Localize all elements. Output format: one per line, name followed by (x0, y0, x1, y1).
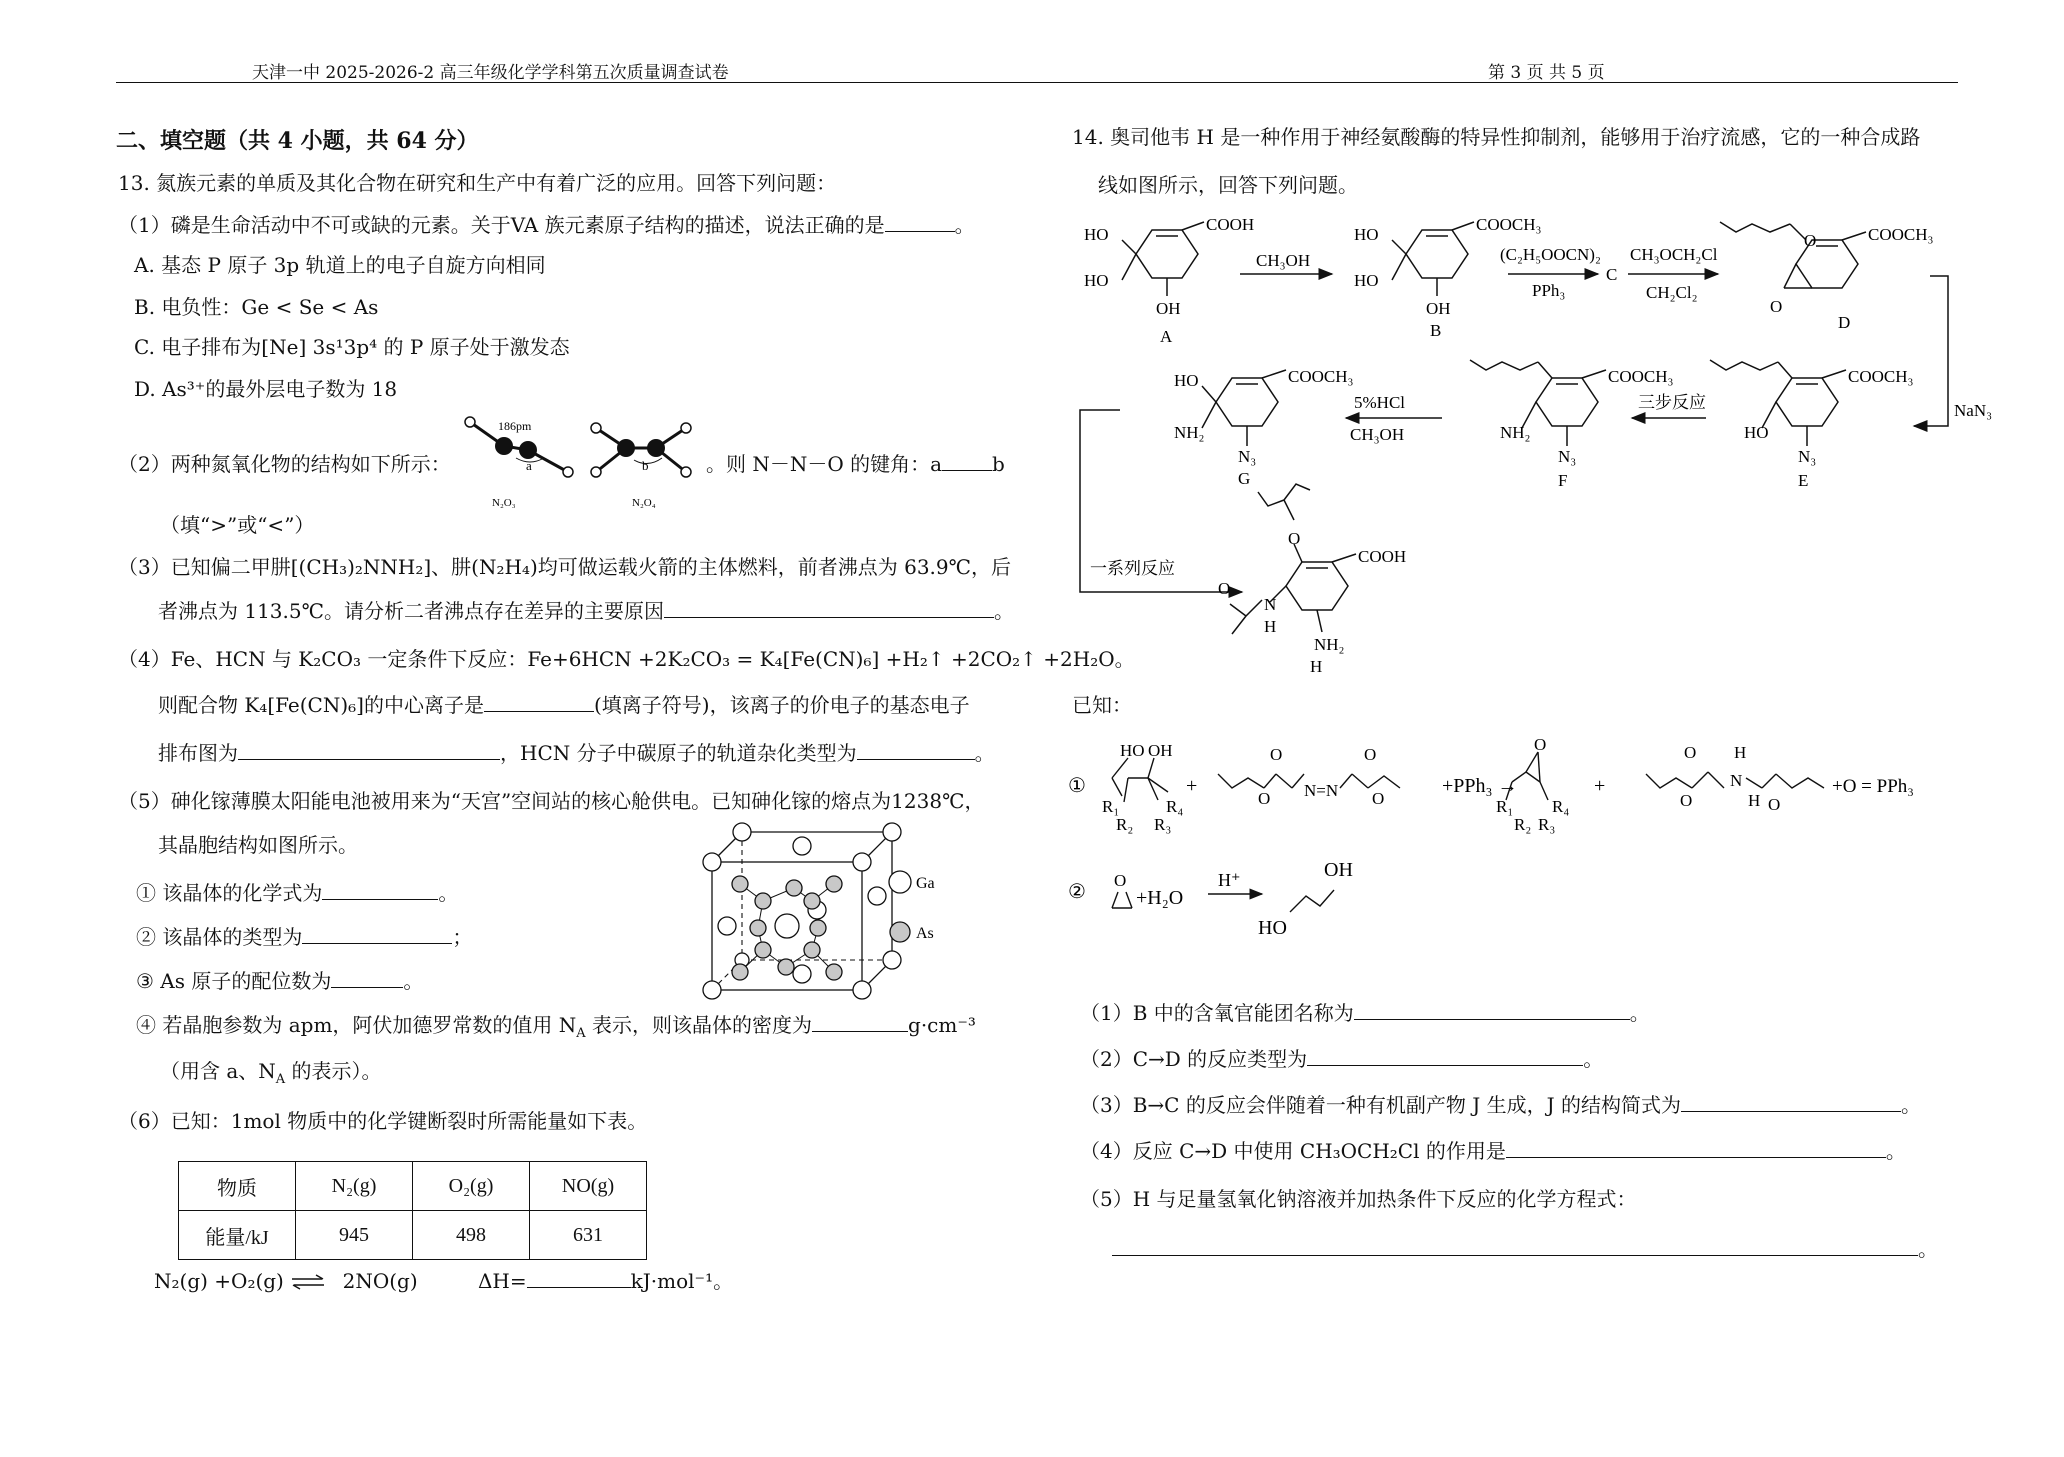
ring-f (1536, 378, 1598, 426)
table-cell: 945 (296, 1211, 413, 1260)
table-cell: 能量/kJ (179, 1211, 296, 1260)
svg-text:COOCH₃: COOCH₃ (1476, 215, 1542, 234)
q13-3-line2 (158, 598, 1014, 624)
density-unit: g·cm⁻³ (908, 1013, 976, 1037)
period: 。 (1583, 1047, 1604, 1071)
q13-5-sub1-text: ① 该晶体的化学式为 (136, 881, 323, 905)
q14-4-answer-blank[interactable] (1506, 1139, 1886, 1158)
q13-1-answer-blank[interactable] (885, 213, 955, 232)
q13-4-text-a: 则配合物 K₄[Fe(CN)₆]的中心离子是 (158, 693, 484, 717)
q13-3-answer-blank[interactable] (664, 599, 994, 618)
svg-text:D: D (1838, 313, 1851, 332)
q13-5-line1: （5）砷化镓薄膜太阳能电池被用来为“天宫”空间站的核心舱供电。已知砷化镓的熔点为1238℃， (118, 789, 985, 813)
svg-text:R₃: R₃ (1154, 815, 1172, 834)
q13-2-tail-b: b (992, 452, 1005, 476)
svg-text:CH₂Cl₂: CH₂Cl₂ (1646, 283, 1698, 302)
svg-text:COOH: COOH (1206, 215, 1255, 234)
svg-text:HO: HO (1354, 271, 1379, 290)
n2o4-molecule (596, 428, 686, 472)
svg-text:COOCH₃: COOCH₃ (1848, 367, 1914, 386)
svg-text:OH: OH (1156, 299, 1181, 318)
n2o4-o-atom (681, 423, 691, 433)
svg-text:COOCH₃: COOCH₃ (1608, 367, 1674, 386)
svg-text:O: O (1684, 743, 1697, 762)
ring-b (1406, 230, 1468, 278)
enthalpy-unit: kJ·mol⁻¹。 (630, 1269, 734, 1293)
svg-text:R₄: R₄ (1166, 797, 1184, 816)
svg-text:①: ① (1068, 775, 1086, 797)
svg-text:H: H (1310, 657, 1323, 676)
known-reaction-1 (1068, 736, 1968, 836)
period: 。 (974, 741, 995, 765)
q13-1-option-a: A. 基态 P 原子 3p 轨道上的电子自旋方向相同 (134, 253, 546, 277)
svg-text:HO: HO (1744, 423, 1769, 442)
svg-text:O: O (1258, 789, 1271, 808)
period: 。 (438, 881, 459, 905)
svg-text:O: O (1534, 735, 1547, 754)
q13-5-sub3-text: ③ As 原子的配位数为 (136, 969, 332, 993)
svg-text:H: H (1264, 617, 1277, 636)
q13-3-line1: （3）已知偏二甲肼[(CH₃)₂NNH₂]、肼(N₂H₄)均可做运载火箭的主体燃料，前者沸点为 63.9℃，后 (118, 555, 1012, 579)
q13-1-text: （1）磷是生命活动中不可或缺的元素。关于VA 族元素原子结构的描述，说法正确的是 (118, 213, 885, 237)
svg-text:HO: HO (1354, 225, 1379, 244)
q14-line2: 线如图所示，回答下列问题。 (1098, 173, 1358, 197)
q13-2-question: （2）两种氮氧化物的结构如下所示： (118, 452, 451, 476)
svg-text:R₂: R₂ (1514, 815, 1532, 834)
svg-text:O: O (1770, 297, 1783, 316)
q13-1-option-d: D. As³⁺的最外层电子数为 18 (134, 377, 398, 401)
svg-text:+PPh₃ →: +PPh₃ → (1442, 775, 1518, 797)
q13-2-note: （填“>”或“<”） (160, 513, 315, 537)
svg-text:三步反应: 三步反应 (1638, 393, 1706, 412)
n2o4-o-atom (591, 423, 601, 433)
q14-2-text: （2）C→D 的反应类型为 (1080, 1047, 1308, 1071)
q13-5-sub2-text: ② 该晶体的类型为 (136, 925, 303, 949)
bond-length-label: 186pm (498, 419, 532, 433)
svg-text:+: + (1594, 775, 1606, 797)
q13-3-text: 者沸点为 113.5℃。请分析二者沸点存在差异的主要原因 (158, 599, 664, 623)
svg-text:CH₃OH: CH₃OH (1256, 251, 1311, 270)
angle-a-label: a (526, 458, 532, 473)
equation-product: 2NO(g) (342, 1269, 418, 1293)
ring-h (1286, 562, 1348, 610)
q13-5-note-text: （用含 a、N (160, 1059, 276, 1083)
header-title: 天津一中 2025-2026-2 高三年级化学学科第五次质量调查试卷 (252, 63, 729, 83)
svg-text:R₁: R₁ (1102, 797, 1120, 816)
table-cell: 物质 (179, 1162, 296, 1211)
svg-text:R₃: R₃ (1538, 815, 1556, 834)
table-cell: 498 (413, 1211, 530, 1260)
svg-text:O: O (1680, 791, 1693, 810)
q13-2-tail-text: 。则 N－N－O 的键角：a (706, 452, 943, 476)
q14-3-answer-blank[interactable] (1681, 1093, 1901, 1112)
svg-text:(C₂H₅OOCN)₂: (C₂H₅OOCN)₂ (1500, 245, 1601, 264)
q13-6-question: （6）已知：1mol 物质中的化学键断裂时所需能量如下表。 (118, 1109, 648, 1133)
svg-text:NH₂: NH₂ (1500, 423, 1531, 442)
n2o4-o-atom (591, 467, 601, 477)
known-label: 已知： (1072, 693, 1132, 717)
svg-text:O: O (1768, 795, 1781, 814)
svg-text:COOCH₃: COOCH₃ (1868, 225, 1934, 244)
period: 。 (403, 969, 424, 993)
svg-text:H: H (1748, 791, 1761, 810)
period: 。 (1900, 1093, 1921, 1117)
ring-a (1136, 230, 1198, 278)
q13-5-coordination-blank[interactable] (331, 969, 403, 988)
svg-text:COOH: COOH (1358, 547, 1407, 566)
svg-text:NH₂: NH₂ (1174, 423, 1205, 442)
q14-5: （5）H 与足量氢氧化钠溶液并加热条件下反应的化学方程式： (1080, 1187, 1637, 1211)
svg-text:+O = PPh₃: +O = PPh₃ (1832, 776, 1914, 797)
q14-3-text: （3）B→C 的反应会伴随着一种有机副产物 J 生成，J 的结构简式为 (1080, 1093, 1681, 1117)
n2o3-n2-atom (519, 441, 537, 459)
svg-text:A: A (1160, 327, 1173, 346)
n2o3-o-atom (465, 417, 475, 427)
svg-text:COOCH₃: COOCH₃ (1288, 367, 1354, 386)
svg-text:O: O (1288, 529, 1301, 548)
svg-text:H⁺: H⁺ (1218, 870, 1241, 890)
angle-b-label: b (642, 458, 649, 473)
svg-text:NaN₃: NaN₃ (1954, 401, 1993, 420)
svg-text:H: H (1734, 743, 1747, 762)
svg-text:R₄: R₄ (1552, 797, 1570, 816)
q14-2 (1080, 1046, 1603, 1072)
page-number: 第 3 页 共 5 页 (1488, 63, 1605, 83)
q13-5-sub4-text: ④ 若晶胞参数为 apm，阿伏加德罗常数的值用 N (136, 1013, 577, 1037)
subscript-a: A (576, 1026, 586, 1041)
q14-line1: 14. 奥司他韦 H 是一种作用于神经氨酸酶的特异性抑制剂，能够用于治疗流感，它的一种合成路 (1072, 125, 1921, 149)
q13-1-option-c: C. 电子排布为[Ne] 3s¹3p⁴ 的 P 原子处于激发态 (134, 335, 570, 359)
svg-text:R₁: R₁ (1496, 797, 1514, 816)
q13-2-tail (706, 451, 1005, 477)
bond-energy-table (178, 1161, 647, 1260)
q13-5-crystal-type-blank[interactable] (302, 925, 452, 944)
q13-4-hybridization-blank[interactable] (857, 741, 975, 760)
q13-5-sub4-text-b: 表示，则该晶体的密度为 (585, 1013, 813, 1037)
q13-4-line2 (158, 692, 970, 718)
n2o4-label: N₂O₄ (632, 497, 656, 509)
svg-text:B: B (1430, 321, 1442, 340)
svg-text:O: O (1114, 871, 1127, 890)
table-cell: NO(g) (530, 1162, 647, 1211)
period: 。 (1629, 1001, 1650, 1025)
svg-text:OH: OH (1148, 741, 1173, 760)
svg-text:R₂: R₂ (1116, 815, 1134, 834)
equilibrium-arrow-icon (290, 1270, 330, 1296)
legend-ga-label: Ga (916, 875, 935, 892)
table-cell: 631 (530, 1211, 647, 1260)
q14-2-answer-blank[interactable] (1307, 1047, 1583, 1066)
q14-1-text: （1）B 中的含氧官能团名称为 (1080, 1001, 1354, 1025)
n2o4-o-atom (681, 467, 691, 477)
known-reaction-2 (1068, 850, 1388, 950)
q13-5-formula-blank[interactable] (322, 881, 438, 900)
enthalpy-label: ΔH= (477, 1269, 527, 1293)
svg-text:O: O (1218, 579, 1231, 598)
q14-5-answer-line (1112, 1236, 1938, 1262)
q13-4-line1: （4）Fe、HCN 与 K₂CO₃ 一定条件下反应：Fe+6HCN +2K₂CO₃ = K₄[Fe(CN)₆] +H₂↑ +2CO₂↑ +2H₂O。 (118, 647, 1135, 671)
period: 。 (1918, 1237, 1938, 1261)
svg-text:5%HCl: 5%HCl (1354, 393, 1405, 412)
q13-4-orbital-diagram-blank[interactable] (238, 741, 500, 760)
svg-text:NH₂: NH₂ (1314, 635, 1345, 654)
svg-text:②: ② (1068, 881, 1086, 903)
svg-text:OH: OH (1324, 859, 1353, 881)
svg-text:CH₃OH: CH₃OH (1350, 425, 1405, 444)
svg-text:N₃: N₃ (1798, 447, 1817, 466)
svg-text:OH: OH (1426, 299, 1451, 318)
q13-5-sub4-note (160, 1058, 382, 1093)
q13-5-sub4 (136, 1012, 976, 1047)
table-cell: N₂(g) (296, 1162, 413, 1211)
svg-text:+: + (1186, 775, 1198, 797)
q13-5-note-tail: 的表示）。 (285, 1059, 382, 1083)
svg-text:F: F (1558, 471, 1568, 490)
svg-text:G: G (1238, 469, 1251, 488)
svg-text:C: C (1606, 265, 1618, 284)
q14-3 (1080, 1092, 1921, 1118)
q13-1-question (118, 212, 975, 238)
svg-text:O: O (1270, 745, 1283, 764)
svg-text:N=N: N=N (1304, 781, 1339, 800)
table-row (179, 1211, 647, 1260)
q13-4-text-b: (填离子符号)，该离子的价电子的基态电子 (593, 693, 970, 717)
equation-reactants: N₂(g) +O₂(g) (154, 1269, 284, 1293)
q13-stem: 13. 氮族元素的单质及其化合物在研究和生产中有着广泛的应用。回答下列问题： (118, 171, 837, 195)
n2o3-label: N₂O₃ (492, 497, 516, 509)
svg-text:E: E (1798, 471, 1809, 490)
table-row (179, 1162, 647, 1211)
q14-4 (1080, 1138, 1906, 1164)
svg-text:O: O (1372, 789, 1385, 808)
n2o3-o-atom (563, 467, 573, 477)
synthesis-scheme (1070, 200, 1993, 680)
n2o4-n1-atom (617, 439, 635, 457)
legend-as-swatch (890, 922, 910, 942)
nitrogen-oxide-structures (458, 412, 708, 510)
svg-text:HO: HO (1084, 271, 1109, 290)
period: 。 (954, 213, 975, 237)
table-cell: O₂(g) (413, 1162, 530, 1211)
q13-6-dh-blank[interactable] (527, 1269, 631, 1288)
n2o4-n2-atom (647, 439, 665, 457)
q13-4-center-ion-blank[interactable] (484, 693, 594, 712)
header-rule (116, 82, 1958, 83)
q13-4-text-d: ，HCN 分子中碳原子的轨道杂化类型为 (500, 741, 857, 765)
section-title: 二、填空题（共 4 小题，共 64 分） (116, 128, 479, 154)
gaas-unit-cell-diagram (700, 822, 970, 994)
q13-4-line3 (158, 740, 995, 766)
legend-ga-swatch (889, 871, 911, 893)
svg-text:一系列反应: 一系列反应 (1090, 559, 1175, 578)
svg-text:CH₃OCH₂Cl: CH₃OCH₂Cl (1630, 245, 1718, 264)
ring-g (1216, 378, 1278, 426)
period: 。 (994, 599, 1014, 623)
q13-1-option-b: B. 电负性：Ge < Se < As (134, 295, 379, 319)
ring-e (1776, 378, 1838, 426)
q13-5-sub2: ② 该晶体的类型为 ； (136, 925, 473, 949)
n2o3-n1-atom (495, 437, 513, 455)
svg-text:HO: HO (1258, 917, 1287, 939)
legend-as-label: As (916, 925, 934, 942)
svg-text:PPh₃: PPh₃ (1532, 281, 1566, 300)
svg-text:N: N (1264, 595, 1277, 614)
subscript-a: A (275, 1072, 286, 1087)
q13-6-equation (154, 1268, 733, 1296)
svg-text:HO: HO (1120, 741, 1145, 760)
q14-1-answer-blank[interactable] (1354, 1001, 1630, 1020)
q14-1 (1080, 1000, 1650, 1026)
svg-text:HO: HO (1084, 225, 1109, 244)
svg-text:O: O (1804, 231, 1817, 250)
svg-text:+H₂O: +H₂O (1136, 887, 1184, 909)
q13-5-line2: 其晶胞结构如图所示。 (158, 833, 358, 857)
svg-text:N₃: N₃ (1238, 447, 1257, 466)
svg-text:O: O (1364, 745, 1377, 764)
q13-5-sub3 (136, 968, 423, 994)
svg-text:N: N (1730, 771, 1743, 790)
svg-text:HO: HO (1174, 371, 1199, 390)
q13-4-text-c: 排布图为 (158, 741, 238, 765)
q13-2-answer-blank[interactable] (942, 452, 992, 471)
q14-5-answer-blank[interactable] (1112, 1237, 1918, 1256)
q14-4-text: （4）反应 C→D 中使用 CH₃OCH₂Cl 的作用是 (1080, 1139, 1506, 1163)
svg-text:N₃: N₃ (1558, 447, 1577, 466)
period: 。 (1885, 1139, 1906, 1163)
q13-5-density-blank[interactable] (812, 1013, 908, 1032)
q13-5-sub1 (136, 880, 458, 906)
